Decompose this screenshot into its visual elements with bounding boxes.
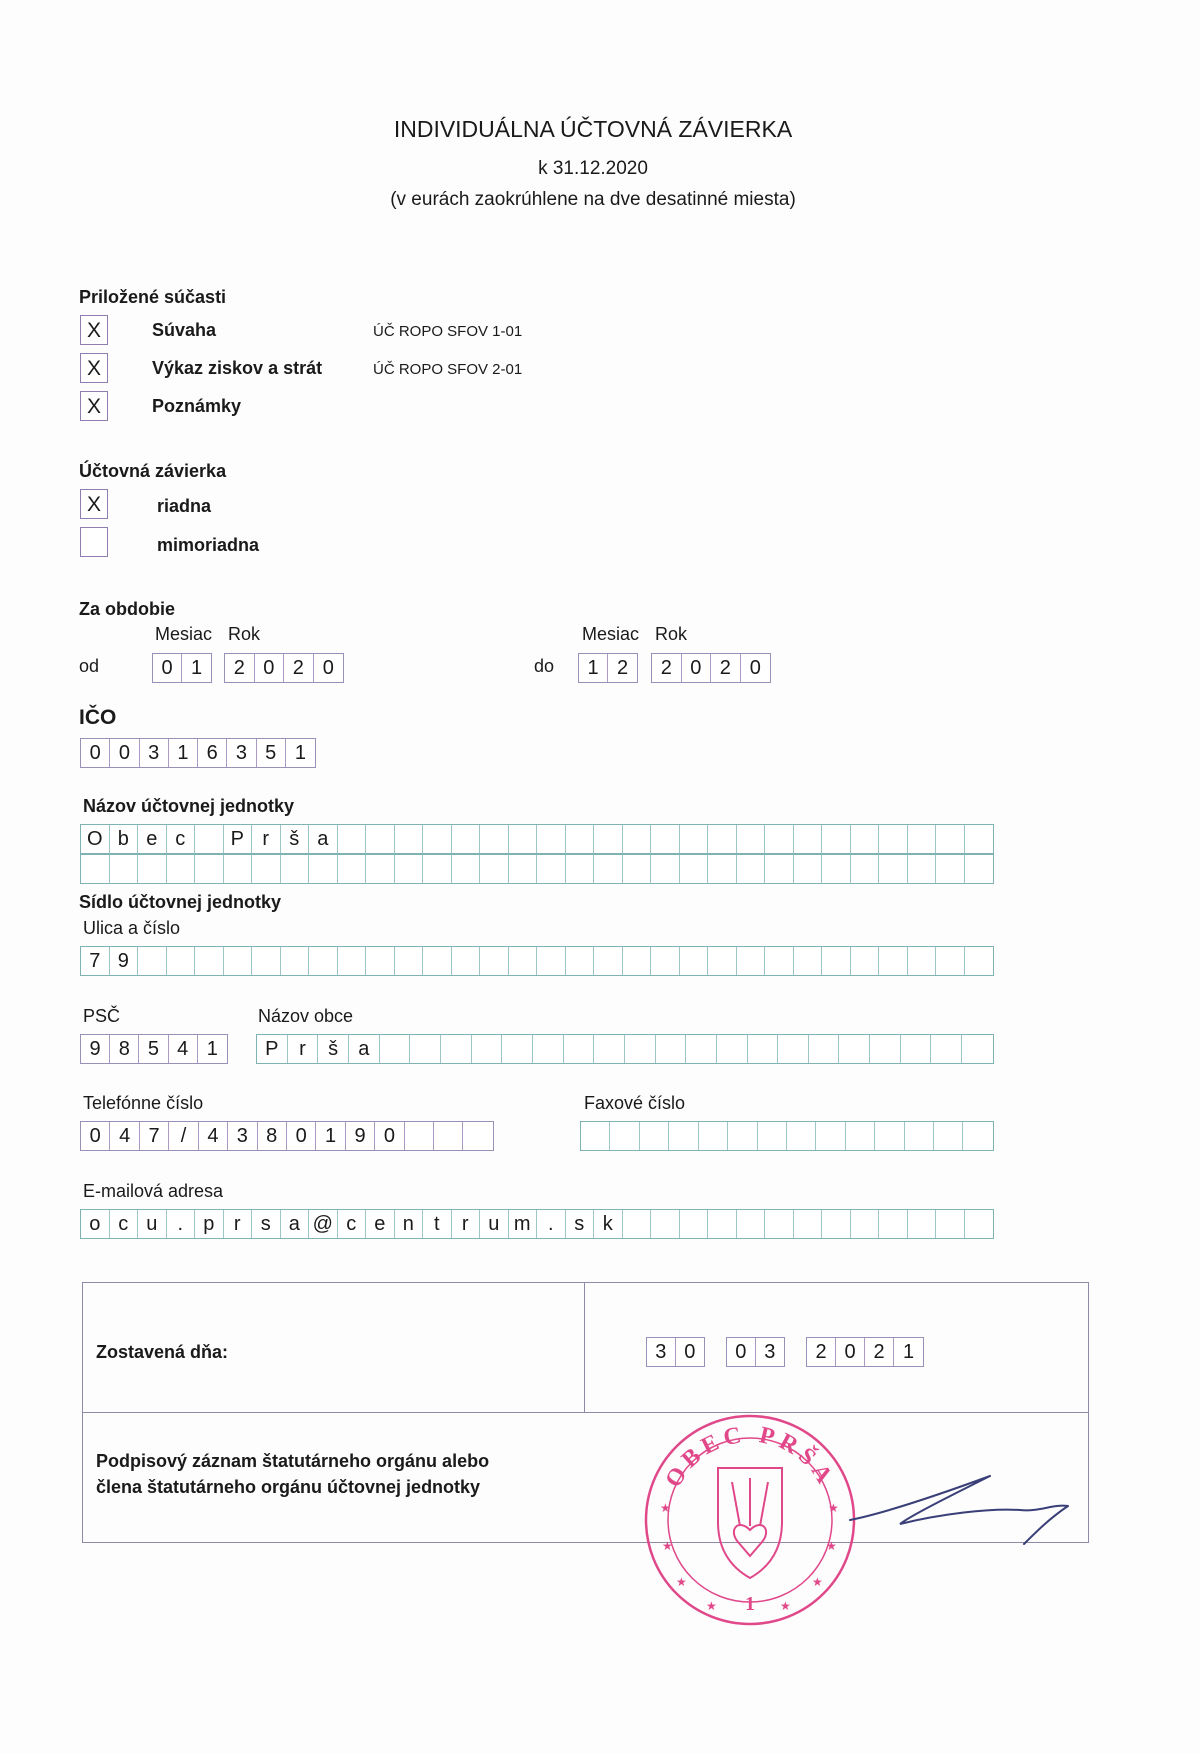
phone-field-cell[interactable]: 4 bbox=[110, 1122, 139, 1150]
city-field-cell[interactable] bbox=[625, 1035, 656, 1063]
street-field-cell[interactable] bbox=[566, 947, 595, 975]
entity-name-field-row1-cell[interactable]: c bbox=[167, 825, 196, 853]
entity-name-field-row1-cell[interactable] bbox=[794, 825, 823, 853]
entity-name-field-row2-cell[interactable] bbox=[252, 855, 281, 883]
phone-field[interactable] bbox=[80, 1121, 494, 1151]
email-field-cell[interactable] bbox=[965, 1210, 994, 1238]
attachments-heading: Priložené súčasti bbox=[79, 287, 227, 307]
email-field-cell[interactable] bbox=[680, 1210, 709, 1238]
signature-box-divider bbox=[584, 1282, 585, 1412]
entity-name-field-row2-cell[interactable] bbox=[537, 855, 566, 883]
street-field-cell[interactable] bbox=[309, 947, 338, 975]
entity-name-field-row2-cell[interactable] bbox=[480, 855, 509, 883]
from-month-field-cell[interactable]: 1 bbox=[190, 656, 203, 679]
entity-name-field-row2-cell[interactable] bbox=[167, 855, 196, 883]
city-field-cell[interactable]: š bbox=[318, 1035, 349, 1063]
entity-name-field-row1-cell[interactable] bbox=[765, 825, 794, 853]
compiled-month-field-cell[interactable]: 0 bbox=[727, 1338, 756, 1366]
from-year-label: Rok bbox=[228, 624, 261, 644]
entity-name-field-row2-cell[interactable] bbox=[822, 855, 851, 883]
city-field-cell[interactable] bbox=[594, 1035, 625, 1063]
entity-name-field-row1-cell[interactable] bbox=[366, 825, 395, 853]
currency-note: (v eurách zaokrúhlene na dve desatinné miesta) bbox=[390, 189, 796, 210]
from-year-field-cell[interactable]: 2 bbox=[284, 654, 314, 682]
phone-field-cell[interactable]: 8 bbox=[258, 1122, 287, 1150]
option-label-riadna: riadna bbox=[157, 496, 212, 516]
email-field-cell[interactable] bbox=[708, 1210, 737, 1238]
entity-name-field-row1-cell[interactable]: O bbox=[81, 825, 110, 853]
checkbox-suvaha[interactable]: X bbox=[80, 315, 108, 345]
entity-name-field-row2-cell[interactable] bbox=[965, 855, 994, 883]
city-field-cell[interactable] bbox=[962, 1035, 993, 1063]
email-field-cell[interactable]: c bbox=[338, 1210, 367, 1238]
entity-name-field-row1-cell[interactable]: b bbox=[110, 825, 139, 853]
entity-name-field-row1-cell[interactable] bbox=[908, 825, 937, 853]
period-heading: Za obdobie bbox=[79, 599, 175, 619]
entity-name-field-row1-cell[interactable] bbox=[480, 825, 509, 853]
street-field-cell[interactable] bbox=[908, 947, 937, 975]
compiled-year-field-cell[interactable]: 1 bbox=[902, 1340, 915, 1363]
entity-name-field-row2-cell[interactable] bbox=[224, 855, 253, 883]
entity-name-field-row2-cell[interactable] bbox=[281, 855, 310, 883]
fax-field[interactable] bbox=[580, 1121, 994, 1151]
from-year-field-cell[interactable]: 2 bbox=[225, 654, 255, 682]
ico-field-cell[interactable]: 3 bbox=[227, 739, 256, 767]
psc-field[interactable] bbox=[80, 1034, 228, 1064]
attachment-code-vykaz: ÚČ ROPO SFOV 2-01 bbox=[373, 361, 523, 378]
city-field-cell[interactable] bbox=[533, 1035, 564, 1063]
street-label: Ulica a číslo bbox=[83, 918, 181, 938]
entity-name-field-row1-cell[interactable] bbox=[395, 825, 424, 853]
psc-field-cell[interactable]: 1 bbox=[206, 1037, 218, 1060]
email-field-cell[interactable] bbox=[765, 1210, 794, 1238]
entity-name-field-row1-cell[interactable]: š bbox=[281, 825, 310, 853]
psc-field-cell[interactable]: 9 bbox=[81, 1035, 110, 1063]
street-field-cell[interactable] bbox=[794, 947, 823, 975]
entity-name-field-row2-cell[interactable] bbox=[395, 855, 424, 883]
entity-name-field-row2[interactable] bbox=[80, 854, 994, 884]
entity-name-field-row2-cell[interactable] bbox=[737, 855, 766, 883]
fax-field-cell[interactable] bbox=[934, 1122, 963, 1150]
to-year-field-cell[interactable]: 0 bbox=[682, 654, 712, 682]
street-field-cell[interactable] bbox=[281, 947, 310, 975]
to-month-label: Mesiac bbox=[582, 624, 640, 644]
entity-name-field-row1[interactable] bbox=[80, 824, 994, 854]
fax-field-cell[interactable] bbox=[758, 1122, 787, 1150]
street-field-cell[interactable]: 7 bbox=[81, 947, 110, 975]
psc-label: PSČ bbox=[83, 1006, 121, 1026]
psc-field-cell[interactable]: 5 bbox=[139, 1035, 168, 1063]
compiled-year-field[interactable] bbox=[806, 1337, 924, 1367]
street-field-cell[interactable] bbox=[965, 947, 994, 975]
entity-name-field-row1-cell[interactable] bbox=[936, 825, 965, 853]
entity-name-field-row1-cell[interactable] bbox=[338, 825, 367, 853]
entity-name-field-row1-cell[interactable]: a bbox=[309, 825, 338, 853]
ico-field-cell[interactable]: 1 bbox=[294, 741, 306, 764]
attachment-label-suvaha: Súvaha bbox=[152, 320, 217, 340]
address-heading: Sídlo účtovnej jednotky bbox=[79, 892, 282, 912]
to-year-field-cell[interactable]: 2 bbox=[711, 654, 741, 682]
email-field-cell[interactable] bbox=[737, 1210, 766, 1238]
street-field-cell[interactable] bbox=[936, 947, 965, 975]
street-field-cell[interactable] bbox=[195, 947, 224, 975]
entity-name-field-row2-cell[interactable] bbox=[452, 855, 481, 883]
to-month-field-cell[interactable]: 1 bbox=[579, 654, 608, 682]
fax-field-cell[interactable] bbox=[728, 1122, 757, 1150]
attachment-label-poznamky: Poznámky bbox=[152, 396, 242, 416]
email-field[interactable] bbox=[80, 1209, 994, 1239]
email-field-cell[interactable]: k bbox=[594, 1210, 623, 1238]
attachment-label-vykaz: Výkaz ziskov a strát bbox=[152, 358, 323, 378]
city-field-cell[interactable] bbox=[748, 1035, 779, 1063]
city-field-cell[interactable] bbox=[839, 1035, 870, 1063]
checkbox-poznamky[interactable]: X bbox=[80, 391, 108, 421]
phone-field-cell[interactable]: 0 bbox=[375, 1122, 404, 1150]
entity-name-field-row2-cell[interactable] bbox=[195, 855, 224, 883]
phone-field-cell[interactable] bbox=[434, 1122, 463, 1150]
ico-label: IČO bbox=[79, 706, 117, 729]
entity-name-field-row1-cell[interactable] bbox=[623, 825, 652, 853]
ico-field[interactable] bbox=[80, 738, 316, 768]
psc-field-cell[interactable]: 8 bbox=[110, 1035, 139, 1063]
street-field[interactable] bbox=[80, 946, 994, 976]
ico-field-cell[interactable]: 0 bbox=[81, 739, 110, 767]
street-field-cell[interactable] bbox=[138, 947, 167, 975]
entity-name-field-row2-cell[interactable] bbox=[566, 855, 595, 883]
entity-name-field-row2-cell[interactable] bbox=[708, 855, 737, 883]
entity-name-field-row2-cell[interactable] bbox=[110, 855, 139, 883]
psc-field-cell[interactable]: 4 bbox=[169, 1035, 198, 1063]
city-field-cell[interactable] bbox=[564, 1035, 595, 1063]
signature-label bbox=[96, 1448, 489, 1500]
email-field-cell[interactable] bbox=[623, 1210, 652, 1238]
svg-text:★: ★ bbox=[662, 1539, 673, 1553]
fax-field-cell[interactable] bbox=[963, 1122, 992, 1150]
entity-name-field-row1-cell[interactable] bbox=[537, 825, 566, 853]
from-month-label: Mesiac bbox=[155, 624, 213, 644]
ico-field-cell[interactable]: 3 bbox=[140, 739, 169, 767]
entity-name-field-row1-cell[interactable]: P bbox=[224, 825, 253, 853]
svg-text:★: ★ bbox=[826, 1539, 837, 1553]
city-field-cell[interactable] bbox=[472, 1035, 503, 1063]
entity-name-field-row1-cell[interactable] bbox=[195, 825, 224, 853]
phone-field-cell[interactable] bbox=[463, 1122, 492, 1150]
email-field-cell[interactable] bbox=[822, 1210, 851, 1238]
entity-name-field-row1-cell[interactable] bbox=[965, 825, 994, 853]
entity-name-field-row1-cell[interactable] bbox=[708, 825, 737, 853]
street-field-cell[interactable] bbox=[395, 947, 424, 975]
email-field-cell[interactable] bbox=[879, 1210, 908, 1238]
email-field-cell[interactable] bbox=[851, 1210, 880, 1238]
compiled-day-field-cell[interactable]: 0 bbox=[684, 1340, 696, 1363]
entity-name-field-row2-cell[interactable] bbox=[366, 855, 395, 883]
compiled-month-field-cell[interactable]: 3 bbox=[764, 1340, 776, 1363]
entity-name-field-row2-cell[interactable] bbox=[651, 855, 680, 883]
to-month-field[interactable] bbox=[578, 653, 638, 683]
city-field-cell[interactable]: P bbox=[257, 1035, 288, 1063]
fax-label: Faxové číslo bbox=[584, 1093, 686, 1113]
entity-name-field-row1-cell[interactable] bbox=[680, 825, 709, 853]
entity-name-field-row1-cell[interactable] bbox=[879, 825, 908, 853]
from-month-field[interactable] bbox=[152, 653, 212, 683]
city-field-cell[interactable] bbox=[380, 1035, 411, 1063]
entity-name-field-row2-cell[interactable] bbox=[879, 855, 908, 883]
entity-name-field-row1-cell[interactable] bbox=[509, 825, 538, 853]
entity-name-field-row1-cell[interactable] bbox=[452, 825, 481, 853]
fax-field-cell[interactable] bbox=[640, 1122, 669, 1150]
city-label: Názov obce bbox=[258, 1006, 354, 1026]
svg-text:★: ★ bbox=[706, 1599, 717, 1613]
street-field-cell[interactable] bbox=[366, 947, 395, 975]
fax-field-cell[interactable] bbox=[699, 1122, 728, 1150]
phone-label: Telefónne číslo bbox=[83, 1093, 204, 1113]
email-field-cell[interactable]: o bbox=[81, 1210, 110, 1238]
svg-text:★: ★ bbox=[828, 1501, 839, 1515]
stamp-heart-icon bbox=[734, 1525, 766, 1556]
handwritten-signature bbox=[840, 1468, 1080, 1548]
fax-field-cell[interactable] bbox=[875, 1122, 904, 1150]
fax-field-cell[interactable] bbox=[816, 1122, 845, 1150]
document-title: INDIVIDUÁLNA ÚČTOVNÁ ZÁVIERKA bbox=[393, 116, 793, 142]
entity-name-field-row1-cell[interactable]: r bbox=[252, 825, 281, 853]
entity-name-field-row1-cell[interactable] bbox=[851, 825, 880, 853]
checkbox-vykaz[interactable]: X bbox=[80, 353, 108, 383]
street-field-cell[interactable] bbox=[452, 947, 481, 975]
city-field-cell[interactable] bbox=[717, 1035, 748, 1063]
phone-field-cell[interactable]: / bbox=[169, 1122, 198, 1150]
street-field-cell[interactable] bbox=[224, 947, 253, 975]
city-field[interactable] bbox=[256, 1034, 994, 1064]
street-field-cell[interactable] bbox=[651, 947, 680, 975]
city-field-cell[interactable] bbox=[410, 1035, 441, 1063]
entity-name-field-row1-cell[interactable] bbox=[822, 825, 851, 853]
svg-text:★: ★ bbox=[812, 1575, 823, 1589]
entity-name-field-row2-cell[interactable] bbox=[81, 855, 110, 883]
email-field-cell[interactable]: c bbox=[110, 1210, 139, 1238]
stamp-number: 1 bbox=[745, 1593, 755, 1615]
entity-name-field-row1-cell[interactable] bbox=[423, 825, 452, 853]
entity-name-field-row1-cell[interactable] bbox=[737, 825, 766, 853]
street-field-cell[interactable] bbox=[594, 947, 623, 975]
from-year-field[interactable] bbox=[224, 653, 344, 683]
email-field-cell[interactable]: s bbox=[252, 1210, 281, 1238]
fax-field-cell[interactable] bbox=[905, 1122, 934, 1150]
fax-field-cell[interactable] bbox=[581, 1122, 610, 1150]
municipal-stamp bbox=[640, 1410, 860, 1630]
city-field-cell[interactable] bbox=[441, 1035, 472, 1063]
signature-label-line2: člena štatutárneho orgánu účtovnej jednotky bbox=[96, 1477, 481, 1497]
option-label-mimoriadna: mimoriadna bbox=[157, 535, 260, 555]
street-field-cell[interactable] bbox=[509, 947, 538, 975]
email-field-cell[interactable]: a bbox=[281, 1210, 310, 1238]
compiled-day-field[interactable] bbox=[646, 1337, 705, 1367]
street-field-cell[interactable] bbox=[851, 947, 880, 975]
entity-name-field-row1-cell[interactable]: e bbox=[138, 825, 167, 853]
street-field-cell[interactable] bbox=[623, 947, 652, 975]
ico-field-cell[interactable]: 1 bbox=[169, 739, 198, 767]
email-field-cell[interactable]: r bbox=[452, 1210, 481, 1238]
svg-text:★: ★ bbox=[676, 1575, 687, 1589]
city-field-cell[interactable] bbox=[502, 1035, 533, 1063]
compiled-day-field-cell[interactable]: 3 bbox=[647, 1338, 676, 1366]
entity-name-field-row2-cell[interactable] bbox=[936, 855, 965, 883]
phone-field-cell[interactable]: 1 bbox=[316, 1122, 345, 1150]
email-field-cell[interactable]: p bbox=[195, 1210, 224, 1238]
street-field-cell[interactable] bbox=[708, 947, 737, 975]
street-field-cell[interactable] bbox=[765, 947, 794, 975]
phone-field-cell[interactable] bbox=[405, 1122, 434, 1150]
attachment-code-suvaha: ÚČ ROPO SFOV 1-01 bbox=[373, 323, 523, 340]
ico-field-cell[interactable]: 6 bbox=[198, 739, 227, 767]
checkbox-mimoriadna[interactable] bbox=[80, 527, 108, 557]
phone-field-cell[interactable]: 9 bbox=[346, 1122, 375, 1150]
email-field-cell[interactable]: n bbox=[395, 1210, 424, 1238]
checkbox-riadna[interactable]: X bbox=[80, 489, 108, 519]
entity-name-field-row2-cell[interactable] bbox=[509, 855, 538, 883]
street-field-cell[interactable] bbox=[423, 947, 452, 975]
to-label: do bbox=[534, 656, 555, 676]
street-field-cell[interactable] bbox=[338, 947, 367, 975]
entity-name-field-row2-cell[interactable] bbox=[908, 855, 937, 883]
entity-name-field-row2-cell[interactable] bbox=[794, 855, 823, 883]
city-field-cell[interactable]: r bbox=[288, 1035, 319, 1063]
entity-name-field-row1-cell[interactable] bbox=[651, 825, 680, 853]
street-field-cell[interactable] bbox=[537, 947, 566, 975]
entity-name-field-row1-cell[interactable] bbox=[594, 825, 623, 853]
fax-field-cell[interactable] bbox=[610, 1122, 639, 1150]
email-field-cell[interactable]: . bbox=[537, 1210, 566, 1238]
compiled-label: Zostavená dňa: bbox=[96, 1342, 229, 1362]
street-field-cell[interactable]: 9 bbox=[110, 947, 139, 975]
entity-name-field-row1-cell[interactable] bbox=[566, 825, 595, 853]
entity-name-label: Názov účtovnej jednotky bbox=[83, 796, 295, 816]
from-label: od bbox=[79, 656, 100, 676]
email-field-cell[interactable]: u bbox=[480, 1210, 509, 1238]
city-field-cell[interactable] bbox=[686, 1035, 717, 1063]
from-month-field-cell[interactable]: 0 bbox=[153, 654, 182, 682]
street-field-cell[interactable] bbox=[879, 947, 908, 975]
fax-field-cell[interactable] bbox=[669, 1122, 698, 1150]
email-field-cell[interactable]: t bbox=[423, 1210, 452, 1238]
phone-field-cell[interactable]: 3 bbox=[228, 1122, 257, 1150]
stamp-text-path: OBEC PRŠA bbox=[660, 1421, 840, 1493]
phone-field-cell[interactable]: 0 bbox=[81, 1122, 110, 1150]
as-of-date: k 31.12.2020 bbox=[538, 158, 648, 179]
entity-name-field-row2-cell[interactable] bbox=[680, 855, 709, 883]
to-year-label: Rok bbox=[655, 624, 688, 644]
email-field-cell[interactable]: s bbox=[566, 1210, 595, 1238]
email-field-cell[interactable] bbox=[936, 1210, 965, 1238]
street-field-cell[interactable] bbox=[480, 947, 509, 975]
to-month-field-cell[interactable]: 2 bbox=[616, 656, 629, 679]
compiled-year-field-cell[interactable]: 0 bbox=[836, 1338, 865, 1366]
street-field-cell[interactable] bbox=[737, 947, 766, 975]
phone-field-cell[interactable]: 7 bbox=[140, 1122, 169, 1150]
city-field-cell[interactable] bbox=[870, 1035, 901, 1063]
stamp-wheat-icon bbox=[732, 1478, 768, 1526]
city-field-cell[interactable]: a bbox=[349, 1035, 380, 1063]
street-field-cell[interactable] bbox=[822, 947, 851, 975]
svg-text:★: ★ bbox=[780, 1599, 791, 1613]
entity-name-field-row2-cell[interactable] bbox=[623, 855, 652, 883]
entity-name-field-row2-cell[interactable] bbox=[309, 855, 338, 883]
to-year-field-cell[interactable]: 2 bbox=[652, 654, 682, 682]
ico-field-cell[interactable]: 0 bbox=[110, 739, 139, 767]
email-field-cell[interactable]: r bbox=[224, 1210, 253, 1238]
signature-label-line1: Podpisový záznam štatutárneho orgánu alebo bbox=[96, 1451, 490, 1471]
compiled-month-field[interactable] bbox=[726, 1337, 785, 1367]
email-field-cell[interactable]: . bbox=[167, 1210, 196, 1238]
from-year-field-cell[interactable]: 0 bbox=[255, 654, 285, 682]
fax-field-cell[interactable] bbox=[787, 1122, 816, 1150]
street-field-cell[interactable] bbox=[252, 947, 281, 975]
email-field-cell[interactable]: u bbox=[138, 1210, 167, 1238]
city-field-cell[interactable] bbox=[931, 1035, 962, 1063]
from-year-field-cell[interactable]: 0 bbox=[322, 656, 334, 679]
city-field-cell[interactable] bbox=[901, 1035, 932, 1063]
email-field-cell[interactable] bbox=[908, 1210, 937, 1238]
city-field-cell[interactable] bbox=[809, 1035, 840, 1063]
email-field-cell[interactable] bbox=[651, 1210, 680, 1238]
street-field-cell[interactable] bbox=[167, 947, 196, 975]
email-field-cell[interactable]: m bbox=[509, 1210, 538, 1238]
to-year-field[interactable] bbox=[651, 653, 771, 683]
compiled-year-field-cell[interactable]: 2 bbox=[807, 1338, 836, 1366]
ico-field-cell[interactable]: 5 bbox=[257, 739, 286, 767]
compiled-year-field-cell[interactable]: 2 bbox=[865, 1338, 894, 1366]
entity-name-field-row2-cell[interactable] bbox=[423, 855, 452, 883]
entity-name-field-row2-cell[interactable] bbox=[594, 855, 623, 883]
phone-field-cell[interactable]: 4 bbox=[199, 1122, 228, 1150]
entity-name-field-row2-cell[interactable] bbox=[338, 855, 367, 883]
entity-name-field-row2-cell[interactable] bbox=[851, 855, 880, 883]
street-field-cell[interactable] bbox=[680, 947, 709, 975]
email-field-cell[interactable]: @ bbox=[309, 1210, 338, 1238]
svg-text:★: ★ bbox=[660, 1501, 671, 1515]
signature-box-separator bbox=[82, 1412, 1089, 1413]
statement-type-heading: Účtovná závierka bbox=[79, 461, 227, 481]
fax-field-cell[interactable] bbox=[846, 1122, 875, 1150]
email-label: E-mailová adresa bbox=[83, 1181, 224, 1201]
entity-name-field-row2-cell[interactable] bbox=[138, 855, 167, 883]
to-year-field-cell[interactable]: 0 bbox=[749, 656, 761, 679]
email-field-cell[interactable]: e bbox=[366, 1210, 395, 1238]
phone-field-cell[interactable]: 0 bbox=[287, 1122, 316, 1150]
city-field-cell[interactable] bbox=[656, 1035, 687, 1063]
entity-name-field-row2-cell[interactable] bbox=[765, 855, 794, 883]
email-field-cell[interactable] bbox=[794, 1210, 823, 1238]
city-field-cell[interactable] bbox=[778, 1035, 809, 1063]
